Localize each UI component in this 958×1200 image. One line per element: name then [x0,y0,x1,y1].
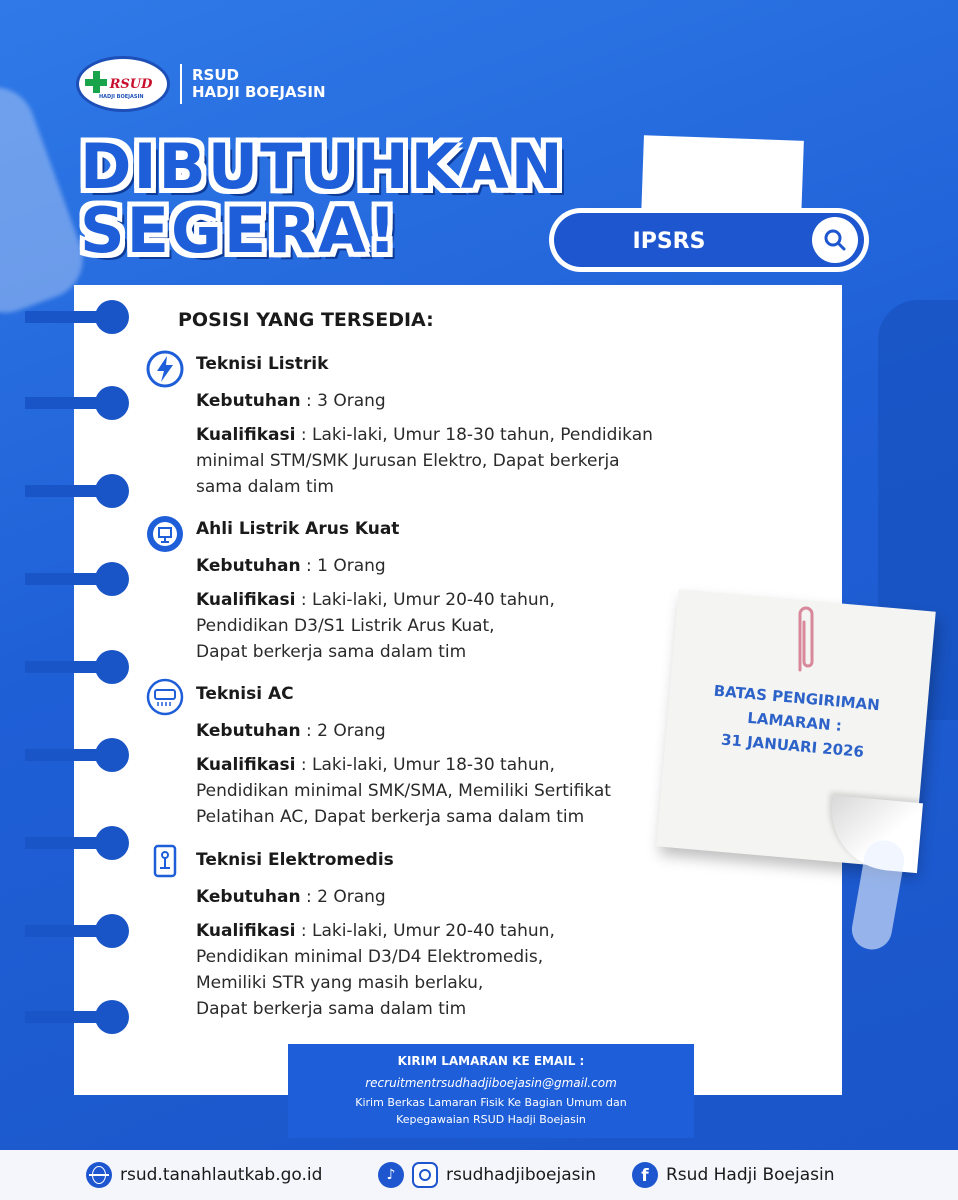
need-value: : 1 Orang [300,556,386,576]
qual-line: Dapat berkerja sama dalam tim [196,999,467,1019]
job-need [196,388,386,414]
binder-ring [75,562,129,596]
tiktok-icon: ♪ [378,1162,404,1188]
job-title: Teknisi Elektromedis [196,850,394,870]
qual-line: Pendidikan minimal SMK/SMA, Memiliki Sertifikat [196,781,611,801]
need-value: : 2 Orang [300,721,386,741]
job-title: Ahli Listrik Arus Kuat [196,519,400,539]
job-qualification [196,422,653,448]
deadline-line-1: BATAS PENGIRIMAN [712,681,881,715]
need-value: : 3 Orang [300,391,386,411]
brand-divider [180,64,182,104]
job-need [196,884,386,910]
email-note-line-2: Kepegawaian RSUD Hadji Boejasin [396,1113,586,1126]
cross-icon [85,71,107,93]
globe-icon [86,1162,112,1188]
facebook-icon: f [632,1162,658,1188]
title-line-1: DIBUTUHKAN [80,130,565,203]
binder-ring [75,386,129,420]
binder-ring [75,738,129,772]
footer-facebook[interactable] [632,1162,835,1188]
brand-name [192,67,326,101]
brand-header [76,56,326,112]
email-box [288,1044,694,1138]
binder-ring [75,914,129,948]
paperclip-icon [792,600,820,680]
job-title: Teknisi Listrik [196,354,329,374]
logo-subtext: HADJI BOEJASIN [99,94,144,100]
social-handle: rsudhadjiboejasin [446,1165,596,1185]
job-qualification [196,752,555,778]
job-need [196,718,386,744]
qual-label: Kualifikasi [196,590,296,610]
qual-line: Pendidikan minimal D3/D4 Elektromedis, [196,947,544,967]
qual-line: Dapat berkerja sama dalam tim [196,642,467,662]
footer-website[interactable] [86,1162,322,1188]
qual-label: Kualifikasi [196,921,296,941]
email-title: KIRIM LAMARAN KE EMAIL : [397,1054,585,1068]
footer [0,1150,958,1200]
deadline-line-2: LAMARAN : [746,708,843,735]
qual-line: Pendidikan D3/S1 Listrik Arus Kuat, [196,616,495,636]
facebook-name: Rsud Hadji Boejasin [666,1165,835,1185]
job-qualification [196,918,555,944]
binder-ring [75,826,129,860]
need-label: Kebutuhan [196,391,301,411]
job-need [196,553,386,579]
binder-ring [75,1000,129,1034]
qual-label: Kualifikasi [196,425,296,445]
instagram-icon [412,1162,438,1188]
need-label: Kebutuhan [196,556,301,576]
need-label: Kebutuhan [196,887,301,907]
need-value: : 2 Orang [300,887,386,907]
qual-line: : Laki-laki, Umur 20-40 tahun, [295,590,555,610]
qual-line: Pelatihan AC, Dapat berkerja sama dalam tim [196,807,585,827]
search-icon [812,217,858,263]
brand-line-2: HADJI BOEJASIN [192,83,326,101]
unit-search-pill [549,208,869,272]
binder-ring [75,474,129,508]
job-title: Teknisi AC [196,684,294,704]
lightning-icon [146,350,184,388]
need-label: Kebutuhan [196,721,301,741]
title-line-2: SEGERA! [80,194,399,267]
qual-line: minimal STM/SMK Jurusan Elektro, Dapat berkerja [196,451,620,471]
website-text: rsud.tanahlautkab.go.id [120,1165,323,1185]
hospital-logo [76,56,170,112]
footer-social[interactable] [378,1162,596,1188]
job-qualification [196,587,555,613]
qual-line: Memiliki STR yang masih berlaku, [196,973,484,993]
circuit-icon [146,515,184,553]
email-note-line-1: Kirim Berkas Lamaran Fisik Ke Bagian Umum dan [355,1096,627,1109]
qual-line: sama dalam tim [196,477,334,497]
section-heading: POSISI YANG TERSEDIA: [178,309,434,331]
brand-line-1: RSUD [192,66,239,84]
email-address[interactable]: recruitmentrsudhadjiboejasin@gmail.com [365,1076,617,1090]
qual-line: : Laki-laki, Umur 18-30 tahun, Pendidikan [295,425,653,445]
binder-ring [75,650,129,684]
medical-device-icon [146,842,184,880]
qual-label: Kualifikasi [196,755,296,775]
deadline-text [685,677,904,767]
air-conditioner-icon [146,678,184,716]
qual-line: : Laki-laki, Umur 18-30 tahun, [295,755,555,775]
unit-label: IPSRS [632,229,706,254]
deadline-date: 31 JANUARI 2026 [720,730,865,761]
page-title [80,130,565,267]
email-note [288,1094,694,1128]
unit-pill-inner [554,213,864,267]
logo-text: RSUD [109,76,153,92]
qual-line: : Laki-laki, Umur 20-40 tahun, [295,921,555,941]
binder-ring [75,300,129,334]
